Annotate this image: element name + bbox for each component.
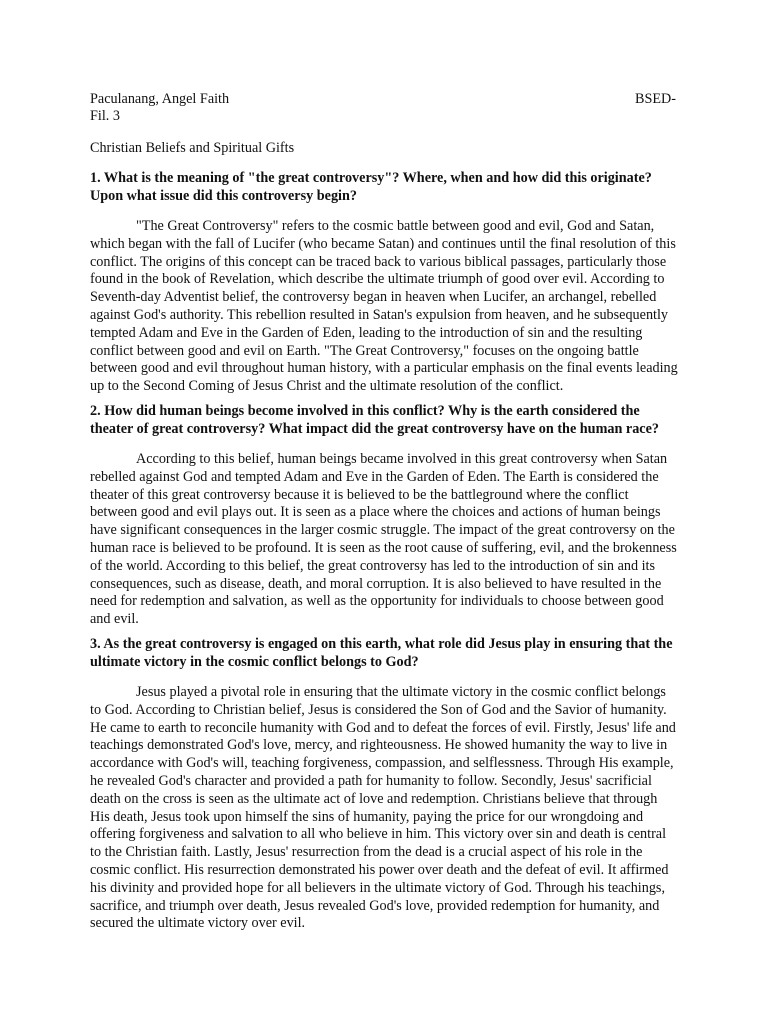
question-2: 2. How did human beings become involved in this conflict? Why is the earth considered the theater of great controversy? What impact did the great controversy have on the human race?: [90, 402, 659, 437]
qa-block-3: [90, 635, 678, 933]
qa-block-2: [90, 402, 678, 629]
qa-block-1: [90, 169, 678, 396]
answer-3: Jesus played a pivotal role in ensuring that the ultimate victory in the cosmic conflict belongs to God. According to Christian belief, Jesus is considered the Son of God and the Savior of humanity. He came to earth to reconcile humanity with God and to defeat the forces of evil. Firstly, Jesus' life and teachings demonstrated God's love, mercy, and righteousness. He showed humanity the way to live in accordance with God's will, teaching forgiveness, compassion, and selflessness. Through His example, he revealed God's character and provided a path for humanity to follow. Secondly, Jesus' sacrificial death on the cross is seen as the ultimate act of love and redemption. Christians believe that through His death, Jesus took upon himself the sins of humanity, paying the price for our wrongdoing and offering forgiveness and salvation to all who believe in him. This victory over sin and death is central to the Christian faith. Lastly, Jesus' resurrection from the dead is a crucial aspect of his role in the cosmic conflict. His resurrection demonstrated his power over death and the defeat of evil. It affirmed his divinity and provided hope for all believers in the ultimate victory of God. Through his teachings, sacrifice, and triumph over death, Jesus revealed God's love, provided redemption for humanity, and secured the ultimate victory over evil.: [90, 683, 676, 932]
program-label: BSED-: [635, 91, 676, 107]
question-1: 1. What is the meaning of "the great controversy"? Where, when and how did this originate? Upon what issue did this controversy begin?: [90, 170, 652, 204]
answer-1: "The Great Controversy" refers to the cosmic battle between good and evil, God and Satan, which began with the fall of Lucifer (who became Satan) and continues until the final resolution of this conflict. The origins of this concept can be traced back to various biblical passages, particularly those found in the book of Revelation, which describe the ultimate triumph of good over evil. According to Seventh-day Adventist belief, the controversy began in heaven when Lucifer, an archangel, rebelled against God's authority. This rebellion resulted in Satan's expulsion from heaven, and he subsequently tempted Adam and Eve in the Garden of Eden, leading to the introduction of sin and the resulting conflict between good and evil on Earth. "The Great Controversy," focuses on the ongoing battle between good and evil throughout human history, with a particular emphasis on the final events leading up to the Second Coming of Jesus Christ and the ultimate resolution of the conflict.: [90, 218, 678, 395]
author-name: Paculanang, Angel Faith: [90, 91, 230, 107]
section-label: Fil. 3: [90, 108, 120, 124]
header-line: [90, 91, 678, 108]
course-title: Christian Beliefs and Spiritual Gifts: [90, 140, 295, 156]
answer-2: According to this belief, human beings became involved in this great controversy when Satan rebelled against God and tempted Adam and Eve in the Garden of Eden. The Earth is considered the theater of this great controversy because it is believed to be the battleground where the conflict between good and evil plays out. It is seen as a place where the choices and actions of human beings have significant consequences in the larger cosmic struggle. The impact of the great controversy on the human race is believed to be profound. It is seen as the root cause of suffering, evil, and the brokenness of the world. According to this belief, the great controversy has led to the introduction of sin and its consequences, such as disease, death, and moral corruption. It is also believed to have resulted in the need for redemption and salvation, as well as the opportunity for individuals to choose between good and evil.: [90, 450, 677, 628]
question-3: 3. As the great controversy is engaged on this earth, what role did Jesus play in ensuring that the ultimate victory in the cosmic conflict belongs to God?: [90, 635, 673, 670]
